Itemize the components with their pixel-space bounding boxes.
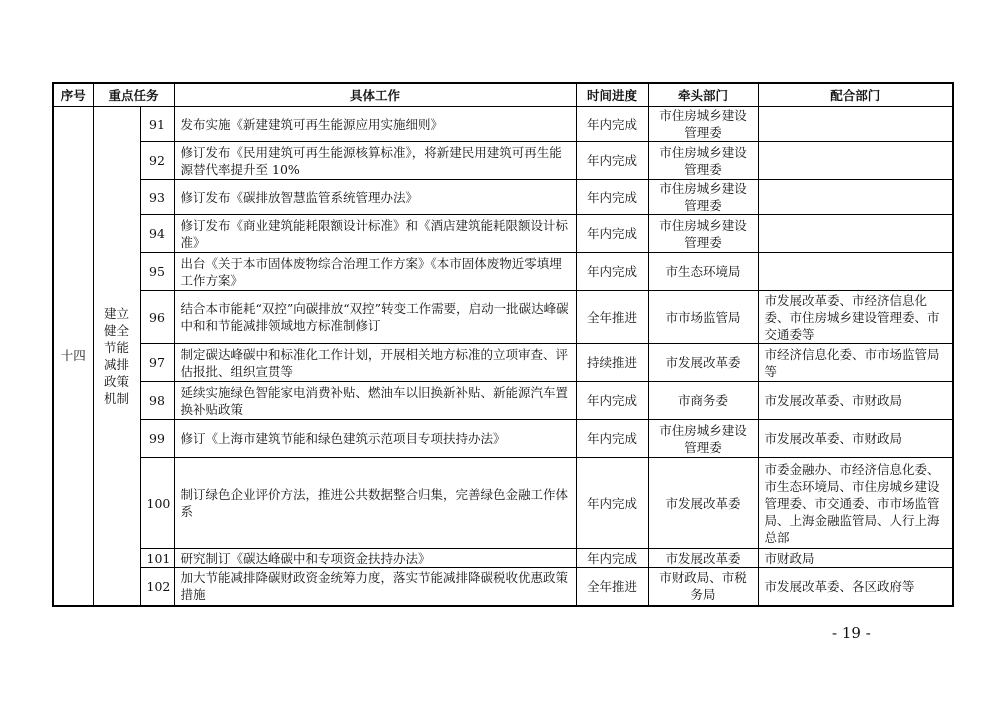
- progress-cell: 年内完成: [576, 458, 648, 549]
- coop-dept-cell: [758, 107, 953, 142]
- coop-dept-cell: [758, 215, 953, 253]
- coop-dept-cell: 市发展改革委、各区政府等: [758, 568, 953, 606]
- progress-cell: 年内完成: [576, 420, 648, 458]
- row-number: 101: [140, 549, 174, 568]
- table-row: [53, 420, 953, 458]
- progress-cell: 全年推进: [576, 291, 648, 344]
- row-number: 102: [140, 568, 174, 606]
- row-number: 96: [140, 291, 174, 344]
- work-cell: 延续实施绿色智能家电消费补贴、燃油车以旧换新补贴、新能源汽车置换补贴政策: [174, 382, 576, 420]
- task-table: [52, 82, 954, 607]
- row-number: 95: [140, 253, 174, 291]
- row-number: 92: [140, 142, 174, 180]
- progress-cell: 年内完成: [576, 180, 648, 215]
- lead-dept-cell: 市发展改革委: [648, 344, 758, 382]
- page-number: - 19 -: [832, 624, 871, 642]
- row-number: 94: [140, 215, 174, 253]
- table-row: [53, 253, 953, 291]
- progress-cell: 年内完成: [576, 142, 648, 180]
- progress-cell: 年内完成: [576, 253, 648, 291]
- coop-dept-cell: 市委金融办、市经济信息化委、市生态环境局、市住房城乡建设管理委、市交通委、市市场监管局、上海金融监管局、人行上海总部: [758, 458, 953, 549]
- header-seq: 序号: [53, 83, 93, 107]
- table-row: [53, 142, 953, 180]
- work-cell: 出台《关于本市固体废物综合治理工作方案》《本市固体废物近零填埋工作方案》: [174, 253, 576, 291]
- progress-cell: 年内完成: [576, 215, 648, 253]
- section-seq: 十四: [53, 107, 93, 606]
- header-lead: 牵头部门: [648, 83, 758, 107]
- header-coop: 配合部门: [758, 83, 953, 107]
- row-number: 93: [140, 180, 174, 215]
- progress-cell: 年内完成: [576, 382, 648, 420]
- lead-dept-cell: 市财政局、市税务局: [648, 568, 758, 606]
- table-row: [53, 344, 953, 382]
- row-number: 98: [140, 382, 174, 420]
- lead-dept-cell: 市发展改革委: [648, 549, 758, 568]
- progress-cell: 全年推进: [576, 568, 648, 606]
- coop-dept-cell: 市经济信息化委、市市场监管局等: [758, 344, 953, 382]
- lead-dept-cell: 市市场监管局: [648, 291, 758, 344]
- progress-cell: 持续推进: [576, 344, 648, 382]
- table-row: [53, 215, 953, 253]
- progress-cell: 年内完成: [576, 107, 648, 142]
- lead-dept-cell: 市住房城乡建设管理委: [648, 420, 758, 458]
- coop-dept-cell: [758, 142, 953, 180]
- table-row: [53, 458, 953, 549]
- table-row: [53, 180, 953, 215]
- header-work: 具体工作: [174, 83, 576, 107]
- table-row: [53, 568, 953, 606]
- header-task: 重点任务: [93, 83, 174, 107]
- work-cell: 加大节能减排降碳财政资金统筹力度，落实节能减排降碳税收优惠政策措施: [174, 568, 576, 606]
- table-row: [53, 549, 953, 568]
- coop-dept-cell: 市发展改革委、市财政局: [758, 382, 953, 420]
- work-cell: 制订绿色企业评价方法，推进公共数据整合归集，完善绿色金融工作体系: [174, 458, 576, 549]
- table-row: [53, 107, 953, 142]
- section-task: 建立健全节能减排政策机制: [93, 107, 140, 606]
- header-progress: 时间进度: [576, 83, 648, 107]
- lead-dept-cell: 市住房城乡建设管理委: [648, 107, 758, 142]
- lead-dept-cell: 市发展改革委: [648, 458, 758, 549]
- row-number: 97: [140, 344, 174, 382]
- table-row: [53, 382, 953, 420]
- lead-dept-cell: 市住房城乡建设管理委: [648, 142, 758, 180]
- coop-dept-cell: [758, 253, 953, 291]
- lead-dept-cell: 市住房城乡建设管理委: [648, 180, 758, 215]
- work-cell: 修订《上海市建筑节能和绿色建筑示范项目专项扶持办法》: [174, 420, 576, 458]
- work-cell: 结合本市能耗“双控”向碳排放“双控”转变工作需要，启动一批碳达峰碳中和和节能减排领域地方标准制修订: [174, 291, 576, 344]
- work-cell: 修订发布《民用建筑可再生能源核算标准》，将新建民用建筑可再生能源替代率提升至 10%: [174, 142, 576, 180]
- work-cell: 修订发布《碳排放智慧监管系统管理办法》: [174, 180, 576, 215]
- lead-dept-cell: 市生态环境局: [648, 253, 758, 291]
- work-cell: 修订发布《商业建筑能耗限额设计标准》和《酒店建筑能耗限额设计标准》: [174, 215, 576, 253]
- table-row: [53, 291, 953, 344]
- lead-dept-cell: 市住房城乡建设管理委: [648, 215, 758, 253]
- row-number: 99: [140, 420, 174, 458]
- row-number: 91: [140, 107, 174, 142]
- work-cell: 研究制订《碳达峰碳中和专项资金扶持办法》: [174, 549, 576, 568]
- coop-dept-cell: 市发展改革委、市财政局: [758, 420, 953, 458]
- progress-cell: 年内完成: [576, 549, 648, 568]
- coop-dept-cell: [758, 180, 953, 215]
- row-number: 100: [140, 458, 174, 549]
- lead-dept-cell: 市商务委: [648, 382, 758, 420]
- work-cell: 发布实施《新建建筑可再生能源应用实施细则》: [174, 107, 576, 142]
- table-header-row: [53, 83, 953, 107]
- coop-dept-cell: 市发展改革委、市经济信息化委、市住房城乡建设管理委、市交通委等: [758, 291, 953, 344]
- coop-dept-cell: 市财政局: [758, 549, 953, 568]
- work-cell: 制定碳达峰碳中和标准化工作计划，开展相关地方标准的立项审查、评估报批、组织宣贯等: [174, 344, 576, 382]
